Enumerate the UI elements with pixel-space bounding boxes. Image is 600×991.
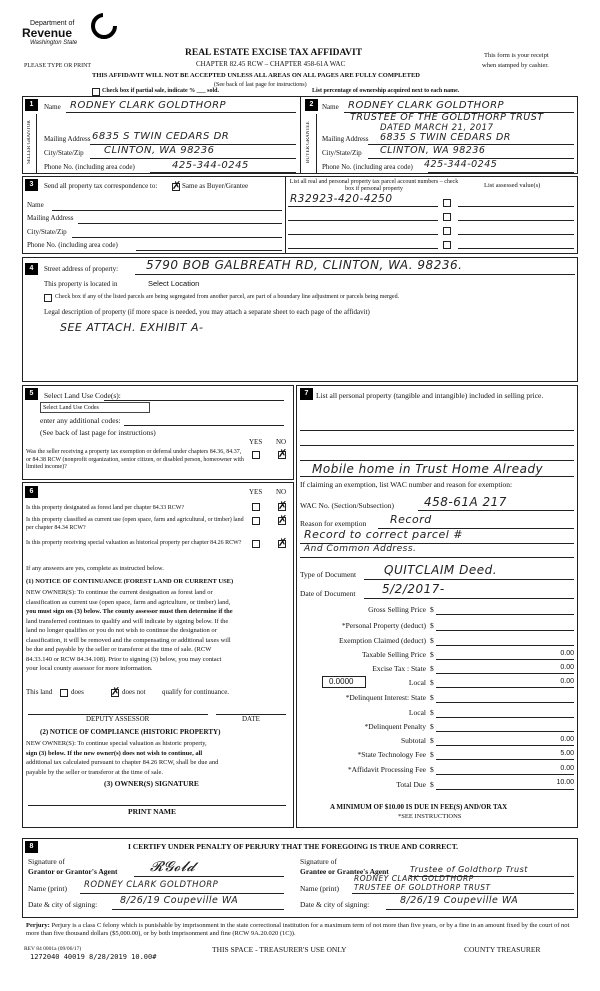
s6-no: NO — [276, 488, 287, 496]
historic-yes-checkbox[interactable] — [252, 540, 260, 548]
forest-question: Is this property designated as forest land per chapter 84.33 RCW? — [26, 505, 185, 511]
current-use-question: Is this property classified as current use (open space, farm and agricultural, or timber) land per chapter 84.34 RCW? — [26, 517, 244, 531]
s3-name-label: Name — [27, 201, 44, 209]
segregated-checkbox[interactable] — [44, 294, 52, 302]
reason-line1[interactable]: Record — [390, 513, 432, 526]
section-6-badge: 6 — [25, 486, 38, 498]
partial-sale-checkbox[interactable] — [92, 88, 100, 96]
this-land-label: This land — [26, 688, 53, 696]
seller-mail-label: Mailing Address — [44, 135, 91, 143]
landuse-select[interactable]: Select Land Use Codes — [40, 402, 150, 413]
send-label: Send all property tax correspondence to: — [44, 182, 158, 190]
does-label: does — [71, 688, 84, 696]
see-instructions: *SEE INSTRUCTIONS — [398, 813, 462, 820]
wac-number[interactable]: 458-61A 217 — [424, 495, 507, 509]
certify-label: I CERTIFY UNDER PENALTY OF PERJURY THAT THE FOREGOING IS TRUE AND CORRECT. — [128, 842, 459, 851]
s5-no: NO — [276, 438, 287, 446]
warning: THIS AFFIDAVIT WILL NOT BE ACCEPTED UNLESS ALL AREAS ON ALL PAGES ARE FULLY COMPLETED — [92, 72, 420, 79]
parcel-2-personal-checkbox[interactable] — [443, 213, 451, 221]
dept-line1: Department of — [30, 20, 75, 27]
notice2-line: additional tax calculated pursuant to chapter 84.26 RCW, shall be due and — [26, 759, 219, 766]
notice2-line: sign (3) below. If the new owner(s) does not wish to continue, all — [26, 749, 203, 757]
additional-codes-label: enter any additional codes: — [40, 416, 121, 425]
landuse-label: Select Land Use Code(s): — [44, 391, 121, 400]
same-as-buyer-checkbox[interactable] — [172, 183, 180, 191]
personal-property-value[interactable]: Mobile home in Trust Home Already — [312, 462, 544, 476]
section-7-badge: 7 — [300, 388, 313, 400]
exemption-yes-checkbox[interactable] — [252, 451, 260, 459]
seller-name[interactable]: RODNEY CLARK GOLDTHORP — [70, 100, 227, 111]
owner-sig-label: (3) OWNER(S) SIGNATURE — [104, 779, 199, 788]
s5-yes: YES — [249, 438, 263, 446]
local-rate: 0.0000 — [329, 677, 354, 686]
seller-city-label: City/State/Zip — [44, 149, 84, 157]
notice1-title: (1) NOTICE OF CONTINUANCE (FOREST LAND OR CURRENT USE) — [26, 578, 234, 585]
buyer-phone-label: Phone No. (including area code) — [322, 163, 413, 171]
buyer-phone[interactable]: 425-344-0245 — [424, 159, 498, 170]
s3-mail-label: Mailing Address — [27, 214, 74, 222]
buyer-city[interactable]: CLINTON, WA 98236 — [380, 145, 486, 156]
notice1-line: be due and payable by the seller or transferor at the time of sale. (RCW — [26, 646, 212, 653]
receipt-line1: This form is your receipt — [484, 52, 549, 59]
section-7 — [296, 385, 578, 828]
grantor-sig-label: Signature of — [28, 857, 65, 866]
receipt-line2: when stamped by cashier. — [482, 62, 549, 69]
notice1-line: NEW OWNER(S): To continue the current designation as forest land or — [26, 589, 213, 596]
notice2-title: (2) NOTICE OF COMPLIANCE (HISTORIC PROPERTY) — [40, 728, 221, 736]
buyer-side-label: BUYER GRANTEE — [306, 121, 311, 163]
parcel-head: List all real and personal property tax parcel account numbers – check box if personal property — [289, 179, 459, 192]
date-label: DATE — [242, 715, 260, 723]
s6-yes: YES — [249, 488, 263, 496]
section-5-badge: 5 — [25, 388, 38, 400]
section-4-badge: 4 — [25, 263, 38, 275]
docdate-label: Date of Document — [300, 589, 356, 598]
deputy-label: DEPUTY ASSESSOR — [86, 715, 150, 723]
does-checkbox[interactable] — [60, 689, 68, 697]
notice1-line: your local county assessor for more information. — [26, 665, 153, 672]
notice2-line: NEW OWNER(S): To continue special valuation as historic property, — [26, 740, 207, 747]
grantee-name-print-label: Name (print) — [300, 884, 339, 893]
grantee-agent-label: Grantee or Grantee's Agent — [300, 867, 389, 876]
grantee-date-label: Date & city of signing: — [300, 900, 370, 909]
notice1-line: land no longer qualifies or you do not wish to continue the designation or — [26, 627, 217, 634]
does-not-checkbox[interactable] — [111, 689, 119, 697]
legal-description[interactable]: SEE ATTACH. EXHIBIT A- — [60, 321, 204, 334]
notice1-line: land transferred continues to qualify and will indicate by signing below. If the — [26, 617, 229, 625]
document-date[interactable]: 5/2/2017- — [382, 582, 445, 596]
s3-phone-label: Phone No. (including area code) — [27, 241, 118, 249]
perjury-notice — [26, 922, 576, 939]
notice1-line: classification, it will be removed and the compensating or additional taxes will — [26, 636, 231, 644]
print-name-label: PRINT NAME — [128, 807, 176, 816]
dept-line3: Washington State — [30, 40, 78, 46]
buyer-name-line2[interactable]: TRUSTEE OF THE GOLDTHORP TRUST — [350, 112, 544, 123]
revenue-emblem-icon — [90, 12, 118, 40]
claim-label: If claiming an exemption, list WAC number and reason for exemption: — [300, 480, 513, 489]
reason-label: Reason for exemption — [300, 519, 367, 528]
notice2-line: payable by the seller or transferor at the time of sale. — [26, 768, 163, 776]
same-as-buyer-label: Same as Buyer/Grantee — [182, 182, 249, 190]
seller-city[interactable]: CLINTON, WA 98236 — [104, 145, 215, 156]
partial-sale-label: Check box if partial sale, indicate % ___ sold. — [102, 88, 220, 94]
print-label: PLEASE TYPE OR PRINT — [24, 63, 92, 69]
parcel-1-personal-checkbox[interactable] — [443, 199, 451, 207]
grantor-signature[interactable]: 𝓡𝓖𝓸𝓵𝓭 — [150, 859, 196, 875]
forest-yes-checkbox[interactable] — [252, 503, 260, 511]
section-4 — [22, 257, 578, 382]
seller-phone[interactable]: 425-344-0245 — [172, 160, 249, 171]
personal-property-label: List all personal property (tangible and intangible) included in selling price. — [316, 391, 544, 400]
grantor-date-city[interactable]: 8/26/19 Coupeville WA — [120, 895, 239, 906]
street-label: Street address of property: — [44, 265, 119, 273]
perjury-text: Perjury is a class C felony which is punishable by imprisonment in the state correctional institution for a maximum term of not more than five years, or by a fine in an amount fixed by the court of not more than five thousand dollars ($5,000.00), or by both imprisonment and fine (RCW 9A.20.020 (1C)). — [26, 922, 570, 938]
notice1-line: classification as current use (open space, farm and agriculture, or timber) land, — [26, 598, 231, 606]
parcel-4-personal-checkbox[interactable] — [443, 241, 451, 249]
seller-mail[interactable]: 6835 S TWIN CEDARS DR — [92, 131, 230, 142]
county-treasurer-label: COUNTY TREASURER — [464, 945, 541, 954]
doctype-label: Type of Document — [300, 570, 357, 579]
notice1-line: you must sign on (3) below. The county assessor must then determine if the — [26, 608, 233, 615]
section-2-badge: 2 — [305, 99, 318, 111]
grantee-date-city[interactable]: 8/26/19 Coupeville WA — [400, 895, 519, 906]
parcel-number[interactable]: R32923-420-4250 — [290, 193, 393, 205]
seller-side-label: SELLER GRANTOR — [27, 120, 32, 164]
form-title: REAL ESTATE EXCISE TAX AFFIDAVIT — [185, 48, 363, 58]
buyer-name-label: Name — [322, 103, 339, 111]
reason-line2[interactable]: Record to correct parcel # — [304, 528, 464, 541]
form-number: REV 84 0001a (09/06/17) — [24, 946, 82, 952]
current-use-yes-checkbox[interactable] — [252, 517, 260, 525]
qualify-label: qualify for continuance. — [162, 688, 230, 696]
legal-label: Legal description of property (if more space is needed, you may attach a separate sheet to each page of the affidavit) — [44, 308, 370, 316]
grantor-agent-label: Grantor or Grantor's Agent — [28, 867, 118, 876]
dept-line2: Revenue — [22, 26, 73, 40]
perjury-bold: Perjury: — [26, 922, 50, 929]
treasurer-use-label: THIS SPACE - TREASURER'S USE ONLY — [212, 945, 347, 954]
location-select[interactable]: Select Location — [148, 279, 200, 288]
reason-line3[interactable]: And Common Address. — [304, 544, 417, 554]
historic-no-checkbox[interactable] — [278, 540, 286, 548]
exemption-no-checkbox[interactable] — [278, 451, 286, 459]
buyer-mail[interactable]: 6835 S TWIN CEDARS DR — [380, 132, 511, 143]
buyer-city-label: City/State/Zip — [322, 149, 362, 157]
grantor-name-print-label: Name (print) — [28, 884, 67, 893]
see-back-label: (See back of last page for instructions) — [214, 82, 307, 88]
grantor-date-label: Date & city of signing: — [28, 900, 98, 909]
recording-stamp: 1272040 40019 8/28/2019 10.00# — [30, 953, 157, 961]
buyer-mail-label: Mailing Address — [322, 135, 369, 143]
buyer-name[interactable]: RODNEY CLARK GOLDTHORP — [348, 100, 505, 111]
current-use-no-checkbox[interactable] — [278, 517, 286, 525]
chapter-ref: CHAPTER 82.45 RCW – CHAPTER 458-61A WAC — [196, 60, 346, 68]
grantee-signature-title[interactable]: Trustee of Goldthorp Trust — [410, 865, 528, 874]
street-address[interactable]: 5790 BOB GALBREATH RD, CLINTON, WA. 98236. — [146, 258, 463, 272]
does-not-label: does not — [122, 688, 146, 696]
buyer-name-line3[interactable]: DATED MARCH 21, 2017 — [380, 123, 494, 133]
forest-no-checkbox[interactable] — [278, 503, 286, 511]
notice1-line: 84.33.140 or RCW 84.34.108). Prior to signing (3) below, you may contact — [26, 655, 222, 663]
s5-see-back: (See back of last page for instructions) — [40, 428, 156, 437]
section-3-badge: 3 — [25, 179, 38, 191]
seller-phone-label: Phone No. (including area code) — [44, 163, 135, 171]
section-8-badge: 8 — [25, 841, 38, 853]
assessed-head: List assessed value(s) — [484, 182, 541, 189]
grantee-sig-label: Signature of — [300, 857, 337, 866]
grantor-name-print[interactable]: RODNEY CLARK GOLDTHORP — [84, 880, 219, 890]
historic-question: Is this property receiving special valuation as historical property per chapter 84.26 RCW? — [26, 540, 242, 546]
if-yes-label: If any answers are yes, complete as instructed below. — [26, 565, 164, 572]
wac-label: WAC No. (Section/Subsection) — [300, 501, 394, 510]
section-1-badge: 1 — [25, 99, 38, 111]
segregated-label: Check box if any of the listed parcels are being segregated from another parcel, are part of a boundary line adjustment or parcels being merged. — [55, 294, 400, 300]
minimum-label: A MINIMUM OF $10.00 IS DUE IN FEE(S) AND/OR TAX — [330, 803, 508, 811]
grantee-name-print[interactable]: RODNEY CLARK GOLDTHORP TRUSTEE OF GOLDTHORP TRUST — [354, 874, 491, 892]
seller-name-label: Name — [44, 103, 61, 111]
located-label: This property is located in — [44, 280, 118, 288]
local-rate-box[interactable] — [322, 676, 366, 688]
ownership-label: List percentage of ownership acquired next to each name. — [312, 88, 460, 94]
revenue-logo — [22, 12, 140, 52]
exemption-question: Was the seller receiving a property tax exemption or deferral under chapters 84.36, 84.37, or 84.38 RCW (nonprofit organization, senior citizen, or disabled person, homeowner with limited income)? — [26, 449, 244, 470]
document-type[interactable]: QUITCLAIM Deed. — [384, 563, 498, 577]
parcel-3-personal-checkbox[interactable] — [443, 227, 451, 235]
s3-city-label: City/State/Zip — [27, 228, 67, 236]
